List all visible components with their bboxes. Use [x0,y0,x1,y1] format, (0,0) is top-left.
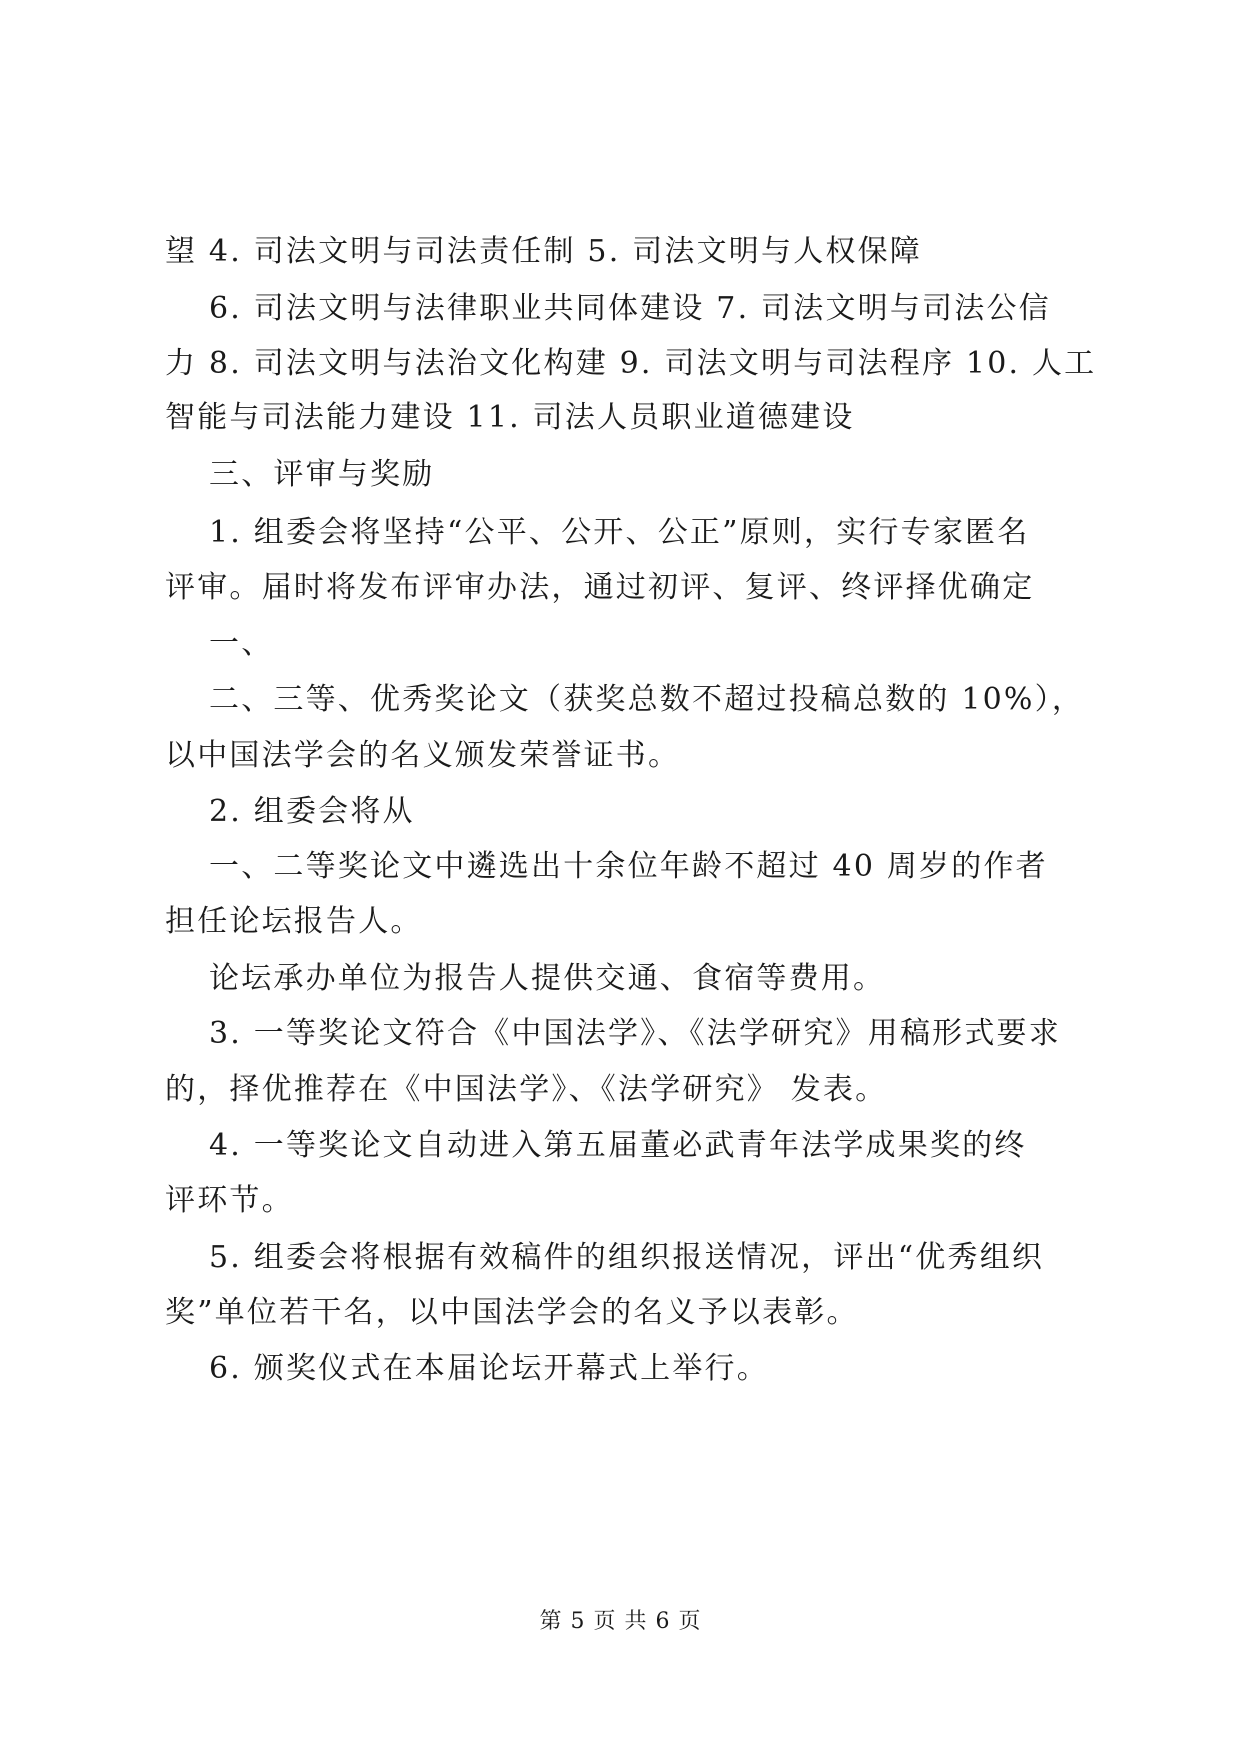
text-line: 担任论坛报告人。 [165,904,423,939]
text-line: 一、 [209,626,274,661]
text-line: 评环节。 [165,1183,294,1218]
text-line: 4. 一等奖论文自动进入第五届董必武青年法学成果奖的终 [209,1128,1027,1163]
text-line: 5. 组委会将根据有效稿件的组织报送情况，评出“优秀组织 [209,1240,1045,1275]
page-footer: 第 5 页 共 6 页 [539,1609,702,1634]
text-line: 论坛承办单位为报告人提供交通、食宿等费用。 [209,961,886,996]
text-line: 3. 一等奖论文符合《中国法学》、《法学研究》用稿形式要求 [209,1016,1061,1051]
text-line: 评审。届时将发布评审办法，通过初评、复评、终评择优确定 [165,570,1035,605]
text-line: 2. 组委会将从 [209,794,415,829]
text-line: 6. 司法文明与法律职业共同体建设 7. 司法文明与司法公信 [209,291,1051,326]
text-line: 二、三等、优秀奖论文（获奖总数不超过投稿总数的 10%）， [209,682,1085,717]
section-heading: 三、评审与奖励 [209,457,435,492]
text-line: 奖”单位若干名，以中国法学会的名义予以表彰。 [165,1295,859,1330]
text-line: 的，择优推荐在《中国法学》、《法学研究》 发表。 [165,1072,888,1107]
text-line: 智能与司法能力建设 11. 司法人员职业道德建设 [165,400,855,435]
text-line: 望 4. 司法文明与司法责任制 5. 司法文明与人权保障 [165,234,922,269]
text-line: 一、二等奖论文中遴选出十余位年龄不超过 40 周岁的作者 [209,849,1048,884]
text-line: 6. 颁奖仪式在本届论坛开幕式上举行。 [209,1351,769,1386]
text-line: 1. 组委会将坚持“公平、公开、公正”原则，实行专家匿名 [209,515,1030,550]
text-line: 力 8. 司法文明与法治文化构建 9. 司法文明与司法程序 10. 人工 [165,346,1097,381]
text-line: 以中国法学会的名义颁发荣誉证书。 [165,738,681,773]
